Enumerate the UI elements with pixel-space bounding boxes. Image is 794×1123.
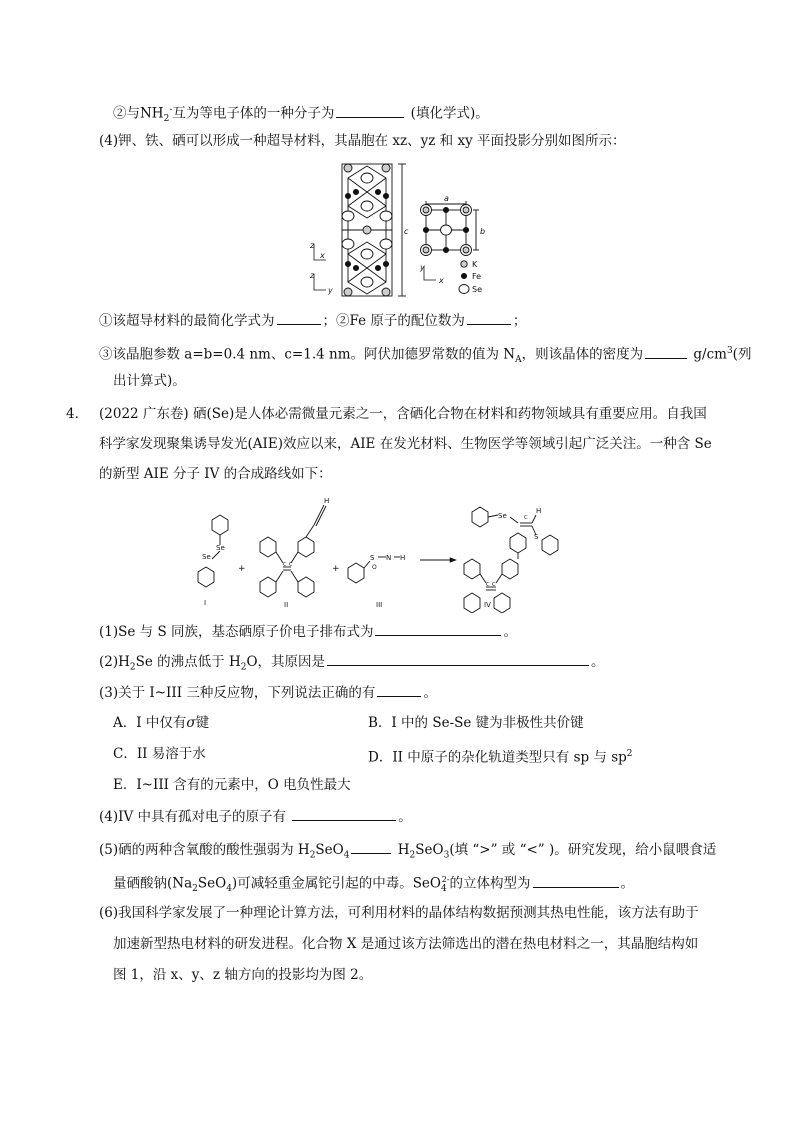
fe-atom xyxy=(353,189,358,194)
q4-part3: (3)关于 I~III 三种反应物，下列说法正确的有 。 xyxy=(99,682,437,703)
svg-text:z: z xyxy=(310,271,315,280)
q3-part4: (4)钾、铁、硒可以形成一种超导材料，其晶胞在 xz、yz 和 xy 平面投影分别如图所示： xyxy=(99,133,626,149)
q4-part1: (1)Se 与 S 同族，基态硒原子价电子排布式为 。 xyxy=(99,621,517,642)
svg-text:C: C xyxy=(492,582,496,588)
svg-text:+: + xyxy=(238,564,246,574)
answer-blank[interactable] xyxy=(292,806,396,821)
answer-blank[interactable] xyxy=(277,310,321,325)
svg-text:K: K xyxy=(472,260,478,269)
svg-text:a: a xyxy=(444,194,449,203)
q4-part5-line2: 量硒酸钠$(Na_2SeO_4)$可减轻重金属铊引起的中毒。SeO$_4^{2-}$的立体构型为 。 xyxy=(113,870,634,899)
answer-blank[interactable] xyxy=(375,621,501,636)
svg-text:N: N xyxy=(386,554,392,562)
answer-blank[interactable] xyxy=(351,839,391,854)
q4-part5: (5)硒的两种含氧酸的酸性强弱为 $H_2SeO_4$ $H_2SeO_3$(填 “>” 或 “<” )。研究发现，给小鼠喂食适 xyxy=(99,839,716,866)
svg-text:C: C xyxy=(486,582,490,588)
answer-blank[interactable] xyxy=(377,682,421,697)
se-atom xyxy=(361,201,373,211)
q4-intro-2: 科学家发现聚集诱导发光(AIE)效应以来，AIE 在发光材料、生物医学等领域引起广泛关注。一种含 Se xyxy=(99,436,712,452)
svg-text:C: C xyxy=(283,562,287,568)
answer-blank[interactable] xyxy=(533,873,619,888)
svg-text:+: + xyxy=(332,564,340,574)
q4-part4: (4)IV 中具有孤对电子的原子有 。 xyxy=(99,806,412,827)
q4-number: 4． xyxy=(66,406,89,422)
svg-text:C: C xyxy=(524,515,528,521)
answer-blank[interactable] xyxy=(336,103,404,118)
q4-option-b[interactable]: B．I 中的 Se-Se 键为非极性共价键 xyxy=(368,715,584,731)
svg-text:b: b xyxy=(480,227,486,236)
svg-text:C: C xyxy=(289,562,293,568)
answer-blank[interactable] xyxy=(645,344,687,359)
q4-option-e[interactable]: E．I~III 含有的元素中，O 电负性最大 xyxy=(113,777,351,793)
svg-text:III: III xyxy=(376,601,383,609)
svg-text:I: I xyxy=(204,599,207,607)
svg-text:H: H xyxy=(400,554,406,562)
q4-option-a[interactable]: A．I 中仅有σ键 xyxy=(113,715,210,731)
q3-sub1: ①该超导材料的最简化学式为 ；②Fe 原子的配位数为 ； xyxy=(99,310,526,331)
svg-text:Se: Se xyxy=(202,553,211,561)
benzene-ring xyxy=(212,515,228,535)
svg-text:y: y xyxy=(328,286,333,295)
answer-blank[interactable] xyxy=(327,651,589,666)
svg-text:H: H xyxy=(536,507,542,515)
svg-text:z: z xyxy=(310,241,315,250)
k-atom xyxy=(344,164,352,172)
se-atom xyxy=(361,173,373,183)
q3-item2: ②与$NH_2^-$互为等电子体的一种分子为 (填化学式)。 xyxy=(113,100,489,129)
q4-option-d[interactable]: D．II 中原子的杂化轨道类型只有 sp 与 $sp^2$ xyxy=(368,749,633,766)
svg-text:S: S xyxy=(534,533,539,541)
q4-intro-3: 的新型 AIE 分子 IV 的合成路线如下： xyxy=(99,466,332,482)
svg-text:IV: IV xyxy=(484,601,491,609)
answer-blank[interactable] xyxy=(467,310,511,325)
svg-text:x: x xyxy=(439,276,444,285)
q4-option-c[interactable]: C．II 易溶于水 xyxy=(113,746,206,762)
svg-text:S: S xyxy=(370,554,375,562)
q4-part6-line3: 图 1，沿 x、y、z 轴方向的投影均为图 2。 xyxy=(113,967,373,983)
svg-text:Se: Se xyxy=(498,512,507,520)
synthesis-scheme xyxy=(180,493,580,613)
svg-text:y: y xyxy=(420,263,425,272)
q4-intro-1: (2022 广东卷) 硒(Se)是人体必需微量元素之一，含硒化合物在材料和药物领域具有重要应用。自我国 xyxy=(99,406,707,422)
q4-part2: $(2)H_2Se$ 的沸点低于 $H_2O$，其原因是 。 xyxy=(99,651,605,678)
svg-text:x: x xyxy=(320,251,325,260)
svg-text:Se: Se xyxy=(472,285,482,294)
crystal-projection-figure xyxy=(300,156,500,304)
svg-text:Se: Se xyxy=(216,544,225,552)
q3-sub3: ③该晶胞参数 a=b=0.4 nm、c=1.4 nm。阿伏加德罗常数的值为 $N_A$，则该晶体的密度为 $g/cm^3$(列 xyxy=(99,341,751,370)
q3-sub3-line2: 出计算式)。 xyxy=(113,373,186,389)
svg-text:II: II xyxy=(284,601,289,609)
svg-text:O: O xyxy=(372,564,377,571)
q4-part6-line1: (6)我国科学家发展了一种理论计算方法，可利用材料的晶体结构数据预测其热电性能，该方法有助于 xyxy=(99,905,699,921)
svg-text:c: c xyxy=(404,227,409,236)
svg-text:H: H xyxy=(324,497,330,505)
q4-part6-line2: 加速新型热电材料的研发进程。化合物 X 是通过该方法筛选出的潜在热电材料之一，其晶胞结构如 xyxy=(113,936,699,952)
svg-text:Fe: Fe xyxy=(472,272,482,281)
